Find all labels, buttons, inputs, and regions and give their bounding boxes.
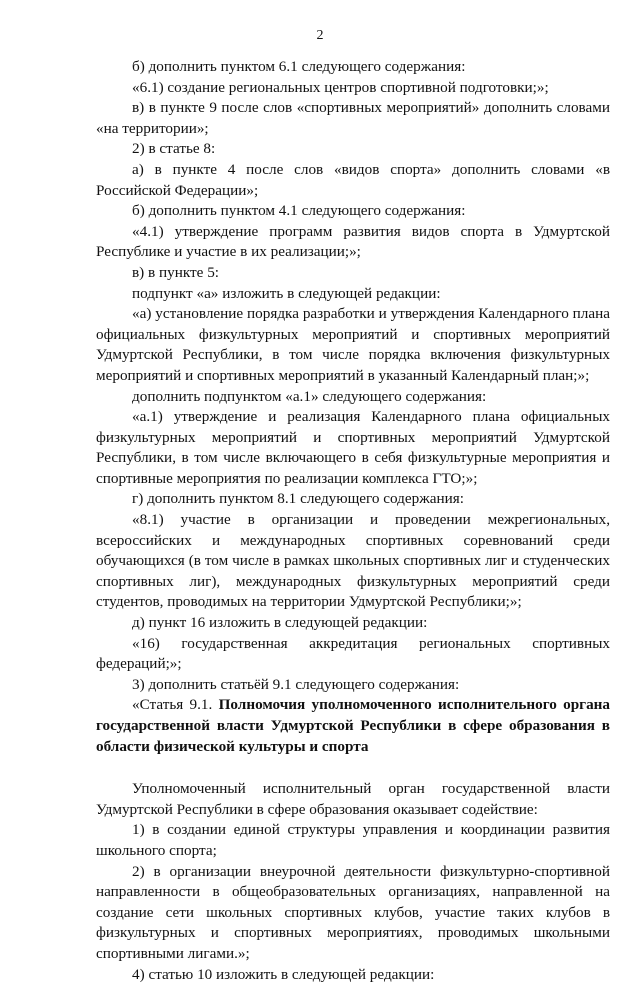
paragraph: «а) установление порядка разработки и утверждения Календарного плана официальных физкультурных мероприятий и спортивных мероприятий Удмуртской Республики, в том числе порядка включения физкультурных мероприятий и спортивных мероприятий в указанный Календарный план;»;	[96, 305, 610, 384]
article-heading-prefix: «Статья 9.1.	[132, 696, 219, 714]
paragraph: «6.1) создание региональных центров спортивной подготовки;»;	[132, 78, 549, 96]
paragraph: б) дополнить пунктом 6.1 следующего содержания:	[132, 58, 466, 75]
paragraph: «16) государственная аккредитация региональных спортивных федераций;»;	[96, 634, 610, 673]
spacer	[96, 757, 610, 779]
paragraph: 1) в создании единой структуры управления и координации развития школьного спорта;	[96, 821, 610, 859]
paragraph: в) в пункте 5:	[132, 263, 220, 281]
article-heading	[96, 695, 610, 757]
paragraph: д) пункт 16 изложить в следующей редакции:	[132, 614, 428, 632]
paragraph: а) в пункте 4 после слов «видов спорта» дополнить словами «в Российской Федерации»;	[96, 160, 610, 199]
paragraph: «4.1) утверждение программ развития видов спорта в Удмуртской Республике и участие в их реализации;»;	[96, 222, 610, 261]
paragraph: г) дополнить пунктом 8.1 следующего содержания:	[132, 490, 464, 508]
paragraph: 2) в организации внеурочной деятельности физкультурно-спортивной направленности в общеобразовательных организациях, направленной на создание сети школьных спортивных клубов, участие таких клубов в физкультурных и спортивных мероприятиях, проводимых школьными спортивными лигами.»;	[96, 862, 610, 962]
paragraph: б) дополнить пунктом 4.1 следующего содержания:	[132, 202, 466, 220]
paragraph: «8.1) участие в организации и проведении межрегиональных, всероссийских и международных спортивных соревнований среди обучающихся (в том числе в рамках школьных спортивных лиг и студенческих спортивных лиг), международных физкультурных мероприятий среди студентов, проводимых на территории Удмуртской Республики;»;	[96, 511, 610, 611]
page-number: 2	[316, 28, 324, 43]
paragraph: 3) дополнить статьёй 9.1 следующего содержания:	[132, 675, 460, 693]
document-body	[96, 57, 610, 985]
paragraph: 2) в статье 8:	[132, 140, 216, 158]
paragraph: «а.1) утверждение и реализация Календарного плана официальных физкультурных мероприятий и спортивных мероприятий Удмуртской Республики, в том числе включающего в себя физкультурные мероприятия и спортивные мероприятия по реализации комплекса ГТО;»;	[96, 408, 610, 487]
paragraph: 4) статью 10 изложить в следующей редакции:	[132, 965, 435, 983]
paragraph: в) в пункте 9 после слов «спортивных мероприятий» дополнить словами «на территории»;	[96, 99, 610, 137]
paragraph: Уполномоченный исполнительный орган государственной власти Удмуртской Республики в сфере образования оказывает содействие:	[96, 780, 610, 818]
article-heading-title: Полномочия уполномоченного исполнительного органа государственной власти Удмуртской Республики в сфере образования в области физической культуры и спорта	[96, 696, 611, 755]
paragraph: подпункт «а» изложить в следующей редакции:	[132, 284, 441, 302]
paragraph: дополнить подпунктом «а.1» следующего содержания:	[132, 387, 487, 405]
